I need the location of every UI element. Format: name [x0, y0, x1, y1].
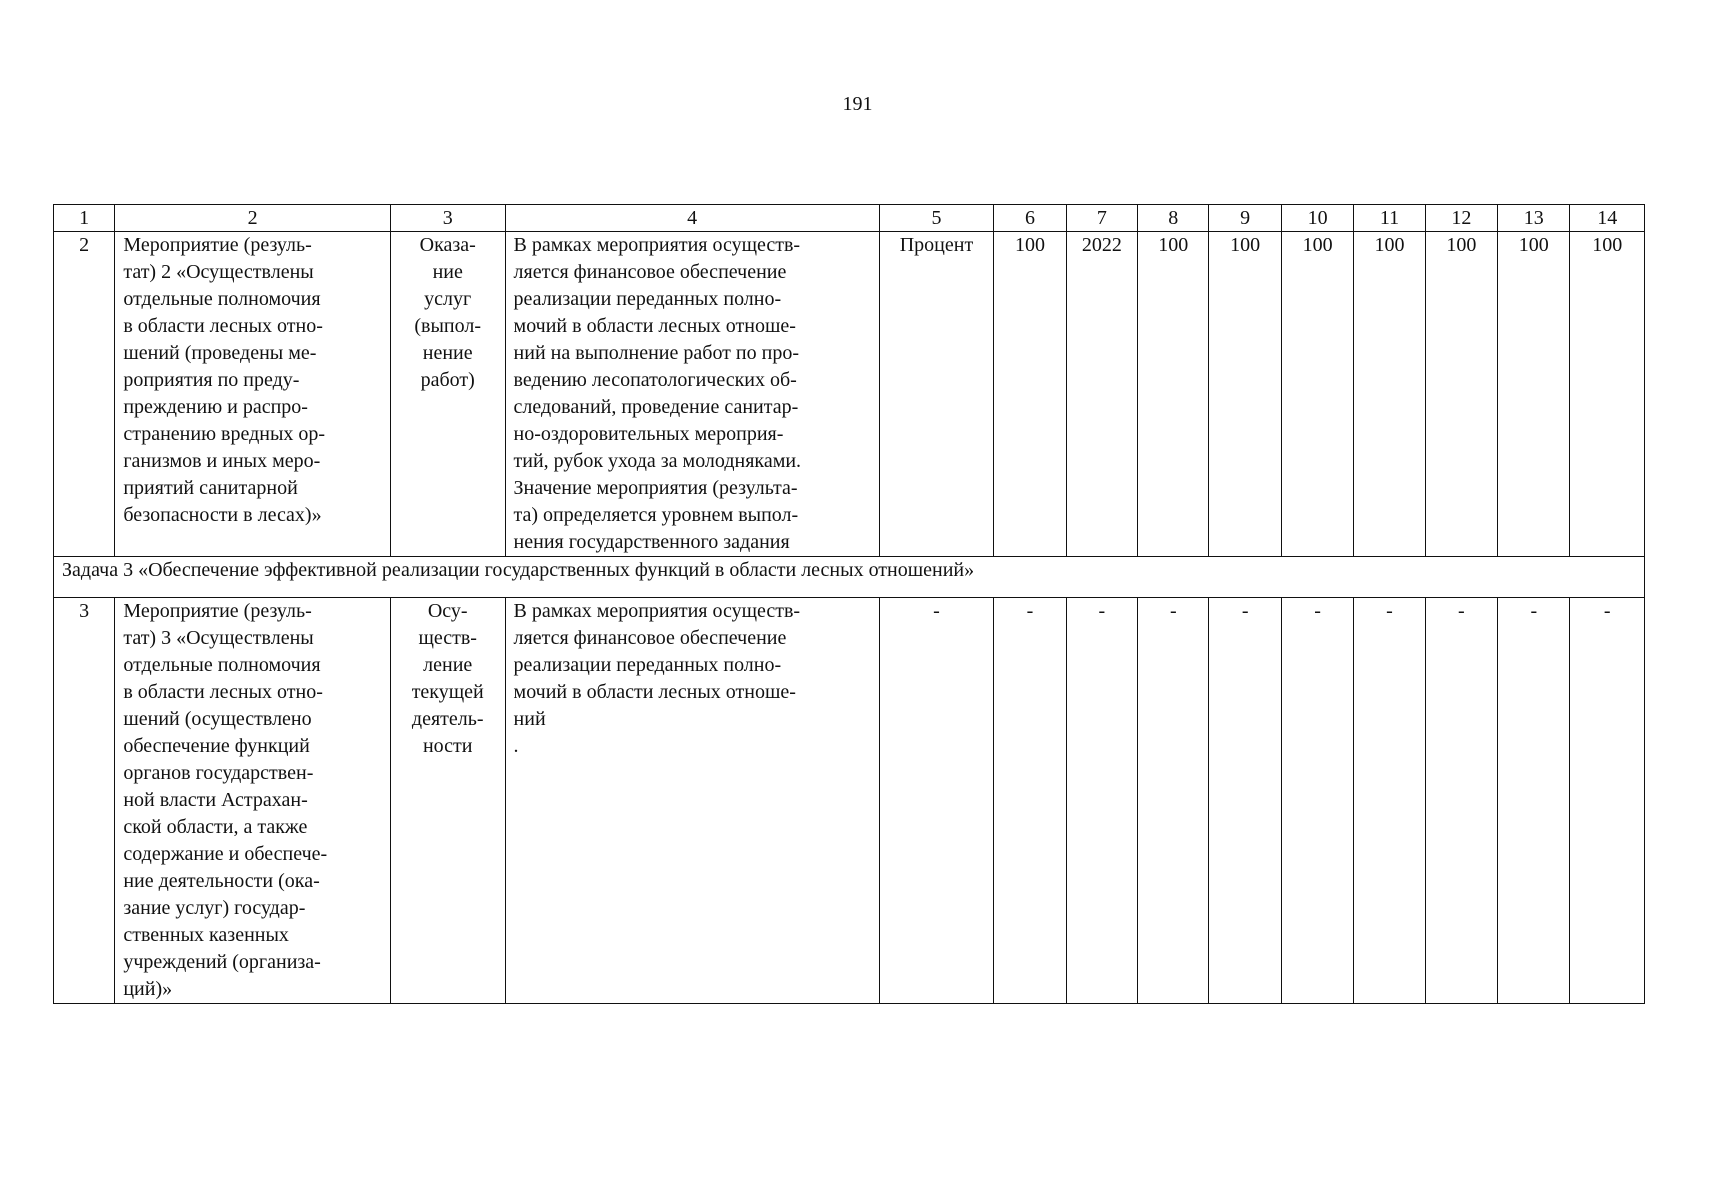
- header-cell: 11: [1354, 205, 1425, 232]
- measure-name-text: Мероприятие (резуль- тат) 2 «Осуществлены отдельные полномочия в области лесных отно- шений (проведены ме- роприятия по преду- преждению и распро- странению вредных ор- ганизмов и иных меро- приятий санитарной безопасности в лесах)»: [123, 234, 326, 526]
- page-number: 191: [842, 93, 873, 115]
- header-cell: 8: [1138, 205, 1209, 232]
- header-cell: 9: [1209, 205, 1281, 232]
- value-cell: -: [1209, 598, 1281, 1004]
- row-number: 3: [54, 598, 115, 1004]
- header-row: [54, 205, 1645, 232]
- value-cell: 100: [1425, 232, 1497, 557]
- unit-cell: Процент: [879, 232, 994, 557]
- header-cell: 7: [1066, 205, 1137, 232]
- header-cell: 10: [1281, 205, 1353, 232]
- value-cell: -: [1281, 598, 1353, 1004]
- measure-name-text: Мероприятие (резуль- тат) 3 «Осуществлены отдельные полномочия в области лесных отно- шений (осуществлено обеспечение функций органов государствен- ной власти Астрахан- ской области, а также содержание и обеспече- ние деятельности (ока- зание услуг) государ- ственных казенных учреждений (организа- ций)»: [123, 600, 328, 1000]
- table-row: [54, 232, 1645, 557]
- base-year-cell: 2022: [1066, 232, 1137, 557]
- value-cell: -: [1498, 598, 1570, 1004]
- measure-description-text: В рамках мероприятия осуществ- ляется финансовое обеспечение реализации переданных полно- мочий в области лесных отноше- ний .: [513, 600, 801, 757]
- value-cell: -: [1425, 598, 1497, 1004]
- base-value-cell: -: [994, 598, 1066, 1004]
- header-cell: 3: [390, 205, 505, 232]
- measure-type-text: Оказа- ние услуг (выпол- нение работ): [414, 234, 482, 391]
- indicators-table: [53, 204, 1645, 1004]
- value-cell: 100: [1570, 232, 1645, 557]
- measure-description: [505, 232, 879, 557]
- value-cell: 100: [1281, 232, 1353, 557]
- header-cell: 12: [1425, 205, 1497, 232]
- value-cell: 100: [1354, 232, 1425, 557]
- header-cell: 1: [54, 205, 115, 232]
- base-value-cell: 100: [994, 232, 1066, 557]
- measure-name: [115, 598, 391, 1004]
- value-cell: 100: [1498, 232, 1570, 557]
- header-cell: 4: [505, 205, 879, 232]
- value-cell: -: [1354, 598, 1425, 1004]
- measure-type: [390, 232, 505, 557]
- row-number: 2: [54, 232, 115, 557]
- table-row: [54, 598, 1645, 1004]
- value-cell: 100: [1138, 232, 1209, 557]
- value-cell: -: [1570, 598, 1645, 1004]
- value-cell: 100: [1209, 232, 1281, 557]
- value-cell: -: [1138, 598, 1209, 1004]
- base-year-cell: -: [1066, 598, 1137, 1004]
- header-cell: 2: [115, 205, 391, 232]
- header-cell: 5: [879, 205, 994, 232]
- unit-cell: -: [879, 598, 994, 1004]
- measure-name: [115, 232, 391, 557]
- measure-type: [390, 598, 505, 1004]
- header-cell: 14: [1570, 205, 1645, 232]
- header-cell: 6: [994, 205, 1066, 232]
- measure-description-text: В рамках мероприятия осуществ- ляется финансовое обеспечение реализации переданных полно- мочий в области лесных отноше- ний на выполнение работ по про- ведению лесопатологических об- следований, проведение санитар- но-оздоровительных мероприя- тий, рубок ухода за молодняками. Значение мероприятия (результа- та) определяется уровнем выпол- нения государственного задания: [513, 234, 802, 553]
- header-cell: 13: [1498, 205, 1570, 232]
- measure-type-text: Осу- ществ- ление текущей деятель- ности: [411, 600, 484, 757]
- measure-description: [505, 598, 879, 1004]
- task-row: [54, 557, 1645, 598]
- task-heading: Задача 3 «Обеспечение эффективной реализации государственных функций в области лесных отношений»: [54, 557, 1645, 598]
